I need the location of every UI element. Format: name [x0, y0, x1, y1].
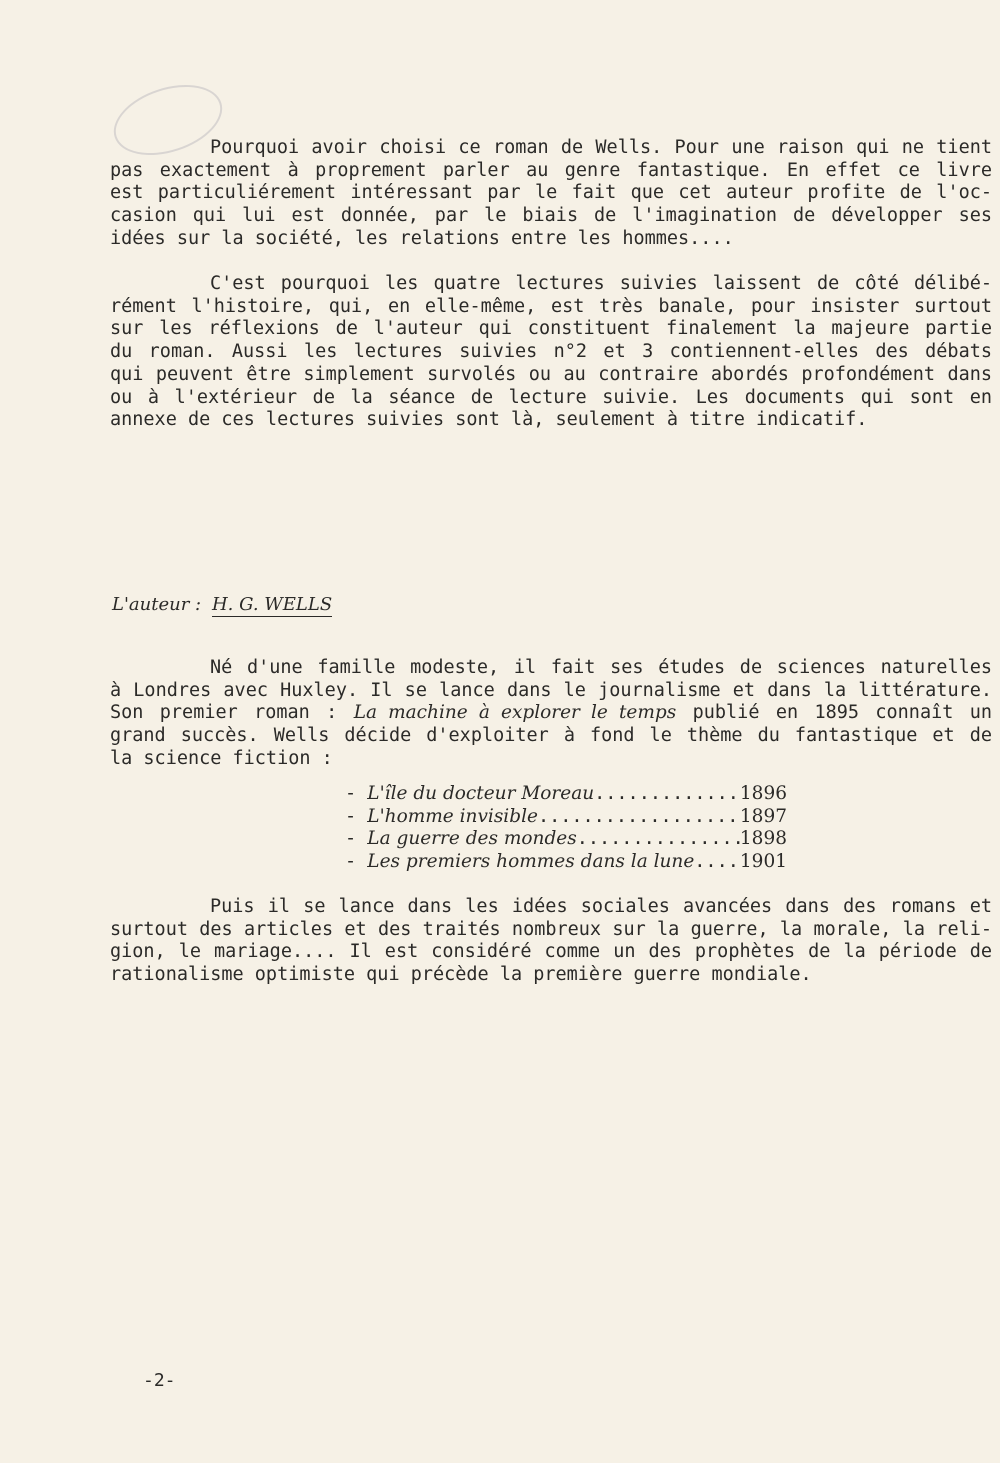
list-item [345, 828, 787, 851]
work-title: L'homme invisible [367, 805, 538, 827]
text-line: du roman. Aussi les lectures suivies n°2 et 3 contiennent-elles des débats [110, 341, 992, 363]
work-year: 1896 [739, 783, 787, 804]
text-line: casion qui lui est donnée, par le biais de l'imagination de développer ses [110, 205, 992, 227]
text-line: ou à l'extérieur de la séance de lecture suivie. Les documents qui sont en [110, 386, 992, 408]
text-line: pas exactement à proprement parler au genre fantastique. En effet ce livre [110, 159, 992, 181]
list-item [345, 806, 787, 829]
list-dash: - [345, 851, 368, 873]
work-year: 1897 [739, 805, 787, 827]
text-line: surtout des articles et des traités nombreux sur la guerre, la morale, la reli- [110, 918, 992, 940]
text-line: gion, le mariage.... Il est considéré comme un des prophètes de la période de [110, 941, 992, 963]
text-fragment: Son premier roman : [110, 702, 354, 724]
work-title: Les premiers hommes dans la lune [367, 851, 695, 873]
work-title: L'île du docteur Moreau [367, 783, 595, 804]
text-line [110, 702, 992, 725]
text-line: rationalisme optimiste qui précède la première guerre mondiale. [110, 964, 812, 986]
text-line: à Londres avec Huxley. Il se lance dans le journalisme et dans la littérature. [110, 679, 992, 701]
list-dash: - [345, 805, 368, 827]
list-item [345, 783, 787, 806]
text-line: Puis il se lance dans les idées sociales avancées dans des romans et [210, 896, 992, 917]
text-line: idées sur la société, les relations entre les hommes.... [110, 227, 734, 249]
author-name: H. G. WELLS [211, 594, 333, 615]
text-line: grand succès. Wells décide d'exploiter à fond le thème du fantastique et de [110, 725, 992, 747]
text-line: Pourquoi avoir choisi ce roman de Wells. Pour une raison qui ne tient [210, 137, 992, 158]
leader-dots [694, 851, 740, 874]
list-dash: - [345, 828, 368, 850]
leader-dots [577, 828, 740, 851]
work-title: La guerre des mondes [367, 828, 577, 850]
list-dash: - [345, 783, 368, 804]
text-line: sur les réflexions de l'auteur qui constituent finalement la majeure partie [110, 318, 992, 340]
text-line: qui peuvent être simplement survolés ou au contraire abordés profondément dans [110, 363, 992, 385]
paragraph-intro [110, 137, 992, 251]
work-year: 1898 [739, 828, 787, 850]
paragraph-ideas [110, 896, 992, 987]
text-line: annexe de ces lectures suivies sont là, seulement à titre indicatif. [110, 409, 868, 431]
text-line: la science fiction : [110, 747, 333, 769]
leader-dots [594, 783, 740, 806]
text-line: rément l'histoire, qui, en elle-même, est très banale, pour insister surtout [110, 295, 992, 317]
list-item [345, 851, 787, 874]
page-number: -2- [143, 1370, 176, 1391]
paragraph-lectures [110, 273, 992, 432]
work-year: 1901 [739, 851, 787, 873]
leader-dots [538, 806, 740, 829]
text-line: est particuliérement intéressant par le fait que cet auteur profite de l'oc- [110, 182, 992, 204]
author-label: L'auteur : [112, 594, 202, 615]
works-list [345, 783, 787, 874]
author-heading [112, 594, 332, 616]
text-fragment: publié en 1895 connaît un [676, 702, 993, 724]
novel-title: La machine à explorer le temps [353, 702, 677, 724]
paragraph-biography [110, 657, 992, 771]
text-line: Né d'une famille modeste, il fait ses études de sciences naturelles [210, 657, 992, 678]
text-line: C'est pourquoi les quatre lectures suivies laissent de côté délibé- [210, 273, 992, 294]
